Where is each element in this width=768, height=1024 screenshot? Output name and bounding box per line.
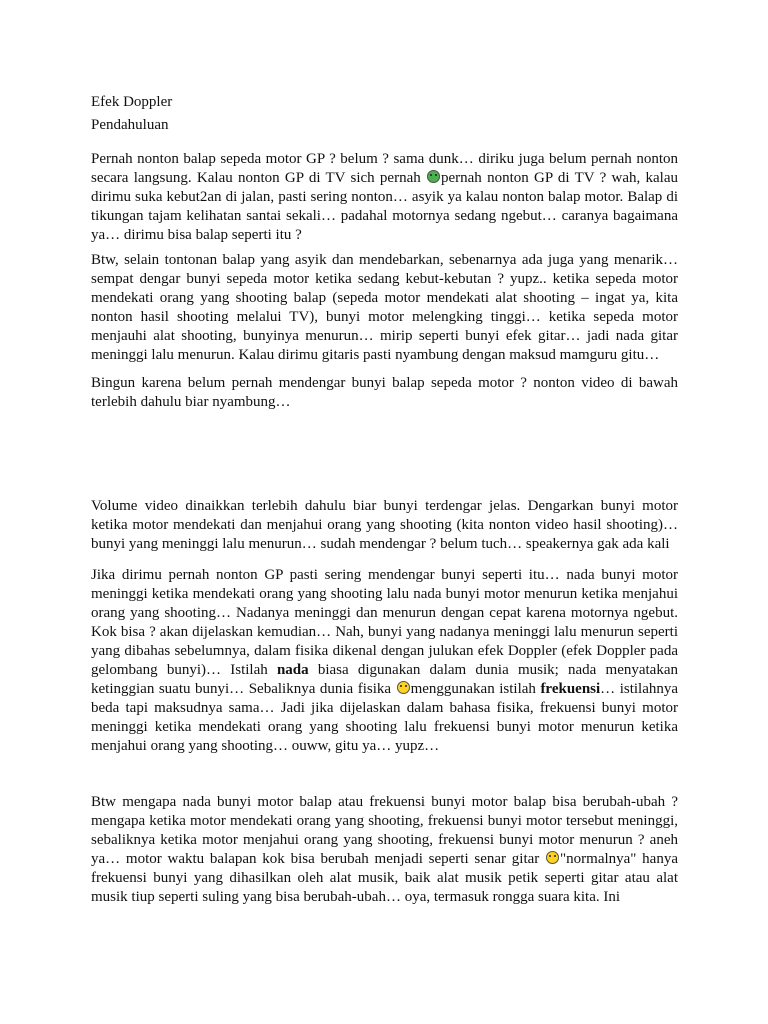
paragraph-1-text-a: Pernah nonton balap sepeda motor GP ? belum ? sama dunk… diriku juga belum pernah nonton secara langsung. Kalau nonton GP di TV sich pernah <box>91 151 678 186</box>
smile-emoji-icon <box>397 681 410 694</box>
paragraph-5-text-b: biasa digunakan dalam dunia musik; nada menyatakan ketinggian suatu bunyi… Sebaliknya dunia fisika <box>91 662 678 697</box>
paragraph-6 <box>91 793 678 907</box>
paragraph-2: Btw, selain tontonan balap yang asyik dan mendebarkan, sebenarnya ada juga yang menarik… sempat dengar bunyi sepeda motor ketika sedang kebut-kebutan ? yupz.. ketika sepeda motor mendekati orang yang shooting balap (sepeda motor mendekati alat shooting – ingat ya, kita nonton hasil shooting melalui TV), bunyi motor melengking tinggi… ketika sepeda motor menjauhi alat shooting, bunyinya menurun… mirip seperti bunyi efek gitar… jadi nada gitar meninggi lalu menurun. Kalau dirimu gitaris pasti nyambung dengan maksud mamguru gitu… <box>91 252 678 363</box>
paragraph-5-text-a: Jika dirimu pernah nonton GP pasti sering mendengar bunyi seperti itu… nada bunyi motor meninggi ketika mendekati orang yang shooting lalu nada bunyi motor menurun ketika menjahui orang yang shooting… Nadanya meninggi dan menurun dengan cepat karena motornya ngebut. Kok bisa ? akan dijelaskan kemudian… Nah, bunyi yang nadanya meninggi lalu menurun seperti yang dibahas sebelumnya, dalam fisika dikenal dengan julukan efek Doppler (efek Doppler pada gelombang bunyi)… Istilah <box>91 567 678 678</box>
term-nada: nada <box>276 662 309 678</box>
paragraph-5-text-d: … istilahnya beda tapi maksudnya sama… Jadi jika dijelaskan dalam bahasa fisika, frekuensi bunyi motor meninggi ketika mendekati orang yang shooting lalu frekuensi bunyi motor menurun ketika menjahui orang yang shooting… ouww, gitu ya… yupz… <box>91 681 679 754</box>
term-frekuensi: frekuensi <box>540 681 601 697</box>
paragraph-5 <box>91 566 678 756</box>
document-title: Efek Doppler <box>91 94 173 110</box>
paragraph-1 <box>91 150 678 245</box>
paragraph-3: Bingun karena belum pernah mendengar bunyi balap sepeda motor ? nonton video di bawah terlebih dahulu biar nyambung… <box>91 375 678 410</box>
smile-emoji-icon <box>546 851 559 864</box>
paragraph-6-text-b: "normalnya" hanya frekuensi bunyi yang dihasilkan oleh alat musik, baik alat musik petik seperti gitar atau alat musik tiup seperti suling yang bisa berubah-ubah… oya, termasuk rongga suara kita. Ini <box>91 851 678 905</box>
paragraph-4: Volume video dinaikkan terlebih dahulu biar bunyi terdengar jelas. Dengarkan bunyi motor ketika motor mendekati dan menjahui orang yang shooting (kita nonton video hasil shooting)… bunyi yang meninggi lalu menurun… sudah mendengar ? belum tuch… speakernya gak ada kali <box>91 498 678 552</box>
paragraph-1-text-b: pernah nonton GP di TV ? wah, kalau dirimu suka kebut2an di jalan, pasti sering nonton… asyik ya kalau nonton balap motor. Balap di tikungan tajam kelihatan santai sekali… padahal motornya sedang ngebut… caranya bagaimana ya… dirimu bisa balap seperti itu ? <box>91 170 678 243</box>
section-heading: Pendahuluan <box>91 117 169 133</box>
grin-emoji-icon <box>427 170 440 183</box>
paragraph-6-text-a: Btw mengapa nada bunyi motor balap atau frekuensi bunyi motor balap bisa berubah-ubah ? mengapa ketika motor mendekati orang yang shooting, frekuensi bunyi motor tersebut meninggi, sebaliknya ketika motor menjahui orang yang shooting, frekuensi bunyi motor menurun ? aneh ya… motor waktu balapan kok bisa berubah menjadi seperti senar gitar <box>91 794 678 867</box>
paragraph-5-text-c: menggunakan istilah <box>410 681 541 697</box>
